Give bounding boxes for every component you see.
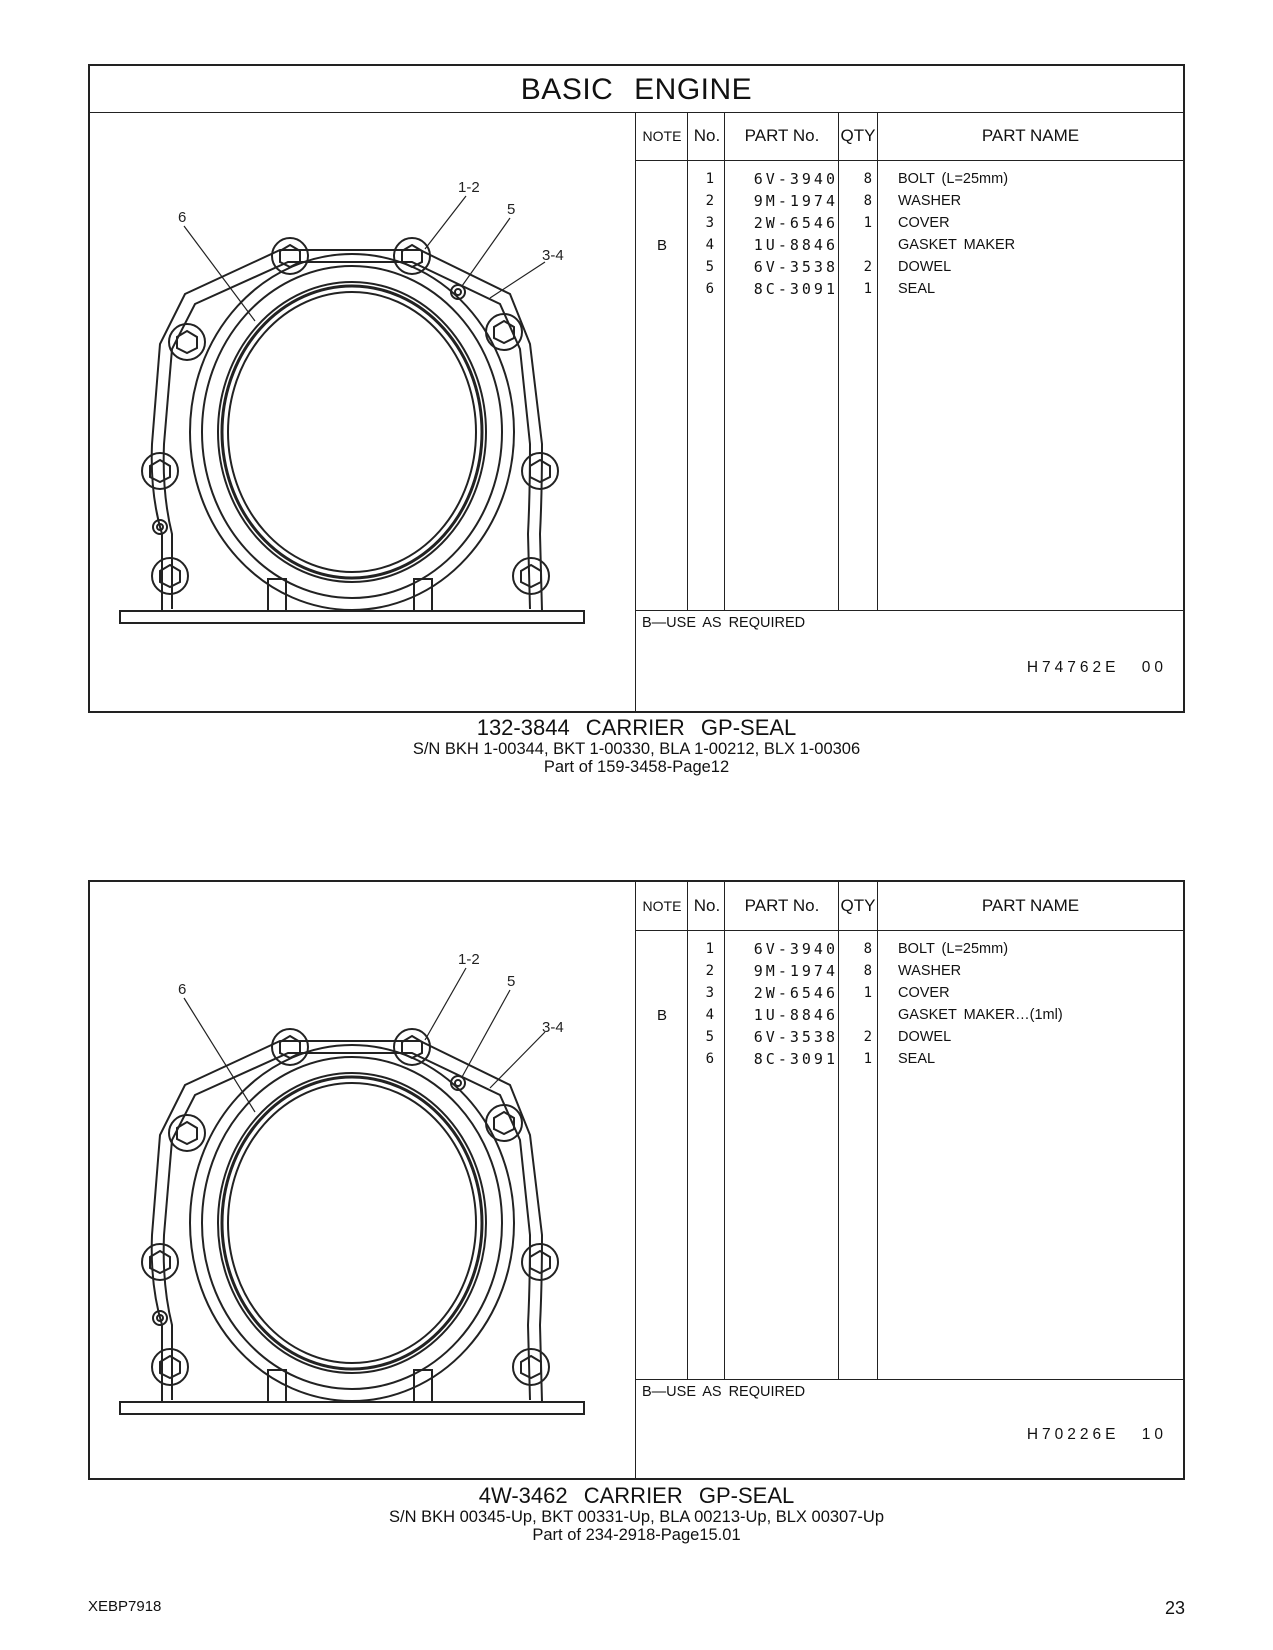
row-qty: 1 xyxy=(863,1051,872,1067)
callout-1-2: 1-2 xyxy=(458,951,480,968)
row-no: 3 xyxy=(705,985,714,1001)
parts-table-1 xyxy=(635,112,1183,713)
col-no-header: No. xyxy=(693,896,721,915)
col-qty-header: QTY xyxy=(840,126,876,145)
parts-panel-2 xyxy=(88,880,1185,1480)
col-part-name-header: PART NAME xyxy=(981,126,1080,145)
carrier-illustration xyxy=(90,114,636,713)
row-qty: 1 xyxy=(863,281,872,297)
row-part-no: 2W-6546 xyxy=(753,214,838,232)
table-row xyxy=(636,256,1183,279)
row-part-name: DOWEL xyxy=(898,259,952,275)
caption-1 xyxy=(88,716,1185,776)
table-row xyxy=(636,982,1183,1005)
row-part-name: DOWEL xyxy=(898,1029,952,1045)
carrier-illustration xyxy=(90,882,636,1478)
row-part-no: 1U-8846 xyxy=(753,236,838,254)
row-part-no: 6V-3940 xyxy=(753,170,838,188)
col-qty-header: QTY xyxy=(840,896,876,915)
footnote: B―USE AS REQUIRED xyxy=(642,615,806,631)
table-row xyxy=(636,1004,1183,1027)
parts-panel-1 xyxy=(88,64,1185,713)
caption-title: 132-3844 CARRIER GP-SEAL xyxy=(476,715,797,740)
caption-2 xyxy=(88,1484,1185,1544)
table-row xyxy=(636,938,1183,961)
caption-serials: S/N BKH 00345-Up, BKT 00331-Up, BLA 00213-Up, BLX 00307-Up xyxy=(389,1508,884,1526)
row-part-no: 9M-1974 xyxy=(753,962,838,980)
row-no: 5 xyxy=(705,1029,714,1045)
col-part-name-header: PART NAME xyxy=(981,896,1080,915)
callout-6: 6 xyxy=(178,209,187,226)
parts-table-2 xyxy=(635,882,1183,1478)
row-no: 2 xyxy=(705,193,714,209)
page-title: BASIC ENGINE xyxy=(90,66,1183,113)
row-no: 5 xyxy=(705,259,714,275)
row-no: 1 xyxy=(705,171,714,187)
caption-title: 4W-3462 CARRIER GP-SEAL xyxy=(478,1483,795,1508)
row-part-name: GASKET MAKER xyxy=(898,237,1016,253)
caption-part-of: Part of 234-2918-Page15.01 xyxy=(532,1526,741,1544)
row-part-no: 9M-1974 xyxy=(753,192,838,210)
table-header xyxy=(636,112,1183,161)
table-row xyxy=(636,278,1183,301)
callout-3-4: 3-4 xyxy=(542,247,564,264)
row-note: B xyxy=(656,237,667,254)
row-part-name: WASHER xyxy=(898,193,962,209)
row-part-name: COVER xyxy=(898,215,950,231)
row-part-name: GASKET MAKER…(1ml) xyxy=(898,1007,1063,1023)
row-no: 2 xyxy=(705,963,714,979)
row-part-name: WASHER xyxy=(898,963,962,979)
caption-serials: S/N BKH 1-00344, BKT 1-00330, BLA 1-00212, BLX 1-00306 xyxy=(412,740,861,758)
table-row xyxy=(636,1048,1183,1071)
table-footer xyxy=(636,1379,1183,1479)
callout-1-2: 1-2 xyxy=(458,179,480,196)
footnote: B―USE AS REQUIRED xyxy=(642,1384,806,1400)
table-row xyxy=(636,960,1183,983)
seal-carrier-drawing xyxy=(90,882,636,1478)
table-row xyxy=(636,212,1183,235)
table-row xyxy=(636,234,1183,257)
row-part-no: 8C-3091 xyxy=(753,280,838,298)
col-no-header: No. xyxy=(693,126,721,145)
row-qty: 1 xyxy=(863,985,872,1001)
row-qty: 8 xyxy=(863,171,872,187)
table-row xyxy=(636,168,1183,191)
document-id: XEBP7918 xyxy=(88,1598,162,1615)
row-no: 6 xyxy=(705,281,714,297)
callout-5: 5 xyxy=(507,973,516,990)
col-note-header: NOTE xyxy=(642,898,682,914)
row-no: 3 xyxy=(705,215,714,231)
row-part-no: 2W-6546 xyxy=(753,984,838,1002)
reference-code: H74762E 00 xyxy=(1026,659,1167,676)
row-qty: 8 xyxy=(863,193,872,209)
row-no: 4 xyxy=(705,1007,714,1023)
row-part-no: 6V-3940 xyxy=(753,940,838,958)
row-no: 4 xyxy=(705,237,714,253)
row-qty: 8 xyxy=(863,963,872,979)
row-no: 1 xyxy=(705,941,714,957)
table-footer xyxy=(636,610,1183,714)
callout-5: 5 xyxy=(507,201,516,218)
page-number: 23 xyxy=(1164,1598,1185,1618)
callout-6: 6 xyxy=(178,981,187,998)
row-part-name: BOLT (L=25mm) xyxy=(898,171,1009,187)
col-part-no-header: PART No. xyxy=(744,896,820,915)
row-qty: 2 xyxy=(863,259,872,275)
callout-3-4: 3-4 xyxy=(542,1019,564,1036)
seal-carrier-drawing xyxy=(90,114,636,713)
row-qty: 8 xyxy=(863,941,872,957)
col-note-header: NOTE xyxy=(642,128,682,144)
row-no: 6 xyxy=(705,1051,714,1067)
table-header xyxy=(636,882,1183,931)
caption-part-of: Part of 159-3458-Page12 xyxy=(543,758,730,776)
row-part-no: 8C-3091 xyxy=(753,1050,838,1068)
row-part-no: 1U-8846 xyxy=(753,1006,838,1024)
reference-code: H70226E 10 xyxy=(1026,1426,1167,1443)
table-row xyxy=(636,190,1183,213)
row-qty: 2 xyxy=(863,1029,872,1045)
row-part-no: 6V-3538 xyxy=(753,1028,838,1046)
table-row xyxy=(636,1026,1183,1049)
row-part-name: SEAL xyxy=(898,1051,936,1067)
row-note: B xyxy=(656,1007,667,1024)
col-part-no-header: PART No. xyxy=(744,126,820,145)
row-qty: 1 xyxy=(863,215,872,231)
row-part-no: 6V-3538 xyxy=(753,258,838,276)
row-part-name: BOLT (L=25mm) xyxy=(898,941,1009,957)
row-part-name: COVER xyxy=(898,985,950,1001)
row-part-name: SEAL xyxy=(898,281,936,297)
